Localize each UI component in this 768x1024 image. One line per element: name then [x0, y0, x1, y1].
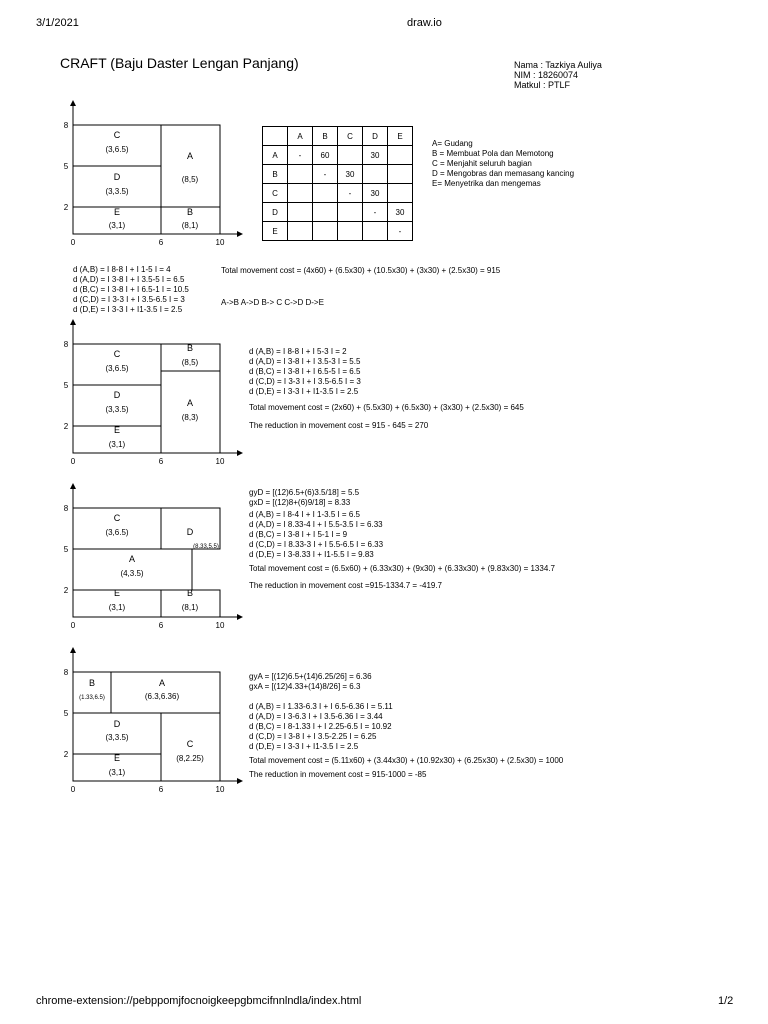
flow-matrix-header-cell: A	[288, 127, 313, 146]
legend-item: B = Membuat Pola dan Memotong	[432, 149, 554, 158]
department-label: A	[128, 554, 136, 564]
section4-centroid	[249, 672, 372, 692]
x-tick-label: 0	[70, 457, 76, 466]
y-tick-label: 5	[63, 709, 69, 718]
section3-total-cost: Total movement cost = (6.5x60) + (6.33x30) + (9x30) + (6.33x30) + (9.83x30) = 1334.7	[249, 564, 555, 573]
distance-line: d (C,D) = I 3-8 I + I 3.5-2.25 I = 6.25	[249, 732, 377, 741]
y-tick-label: 8	[63, 340, 69, 349]
distance-line: d (B,C) = I 3-8 I + I 6.5-1 I = 10.5	[73, 285, 189, 294]
department-label: C	[186, 739, 194, 749]
centroid-line: gxD = [(12)8+(6)9/18] = 8.33	[249, 498, 351, 507]
distance-line: d (B,C) = I 8-1.33 I + I 2.25-6.5 I = 10.92	[249, 722, 392, 731]
department-centroid: (3,1)	[108, 440, 126, 449]
department-centroid: (3,1)	[108, 221, 126, 230]
department-centroid: (3,6.5)	[105, 528, 129, 537]
x-tick-label: 0	[70, 621, 76, 630]
department-centroid: (3,3.5)	[105, 733, 129, 742]
section2-distances	[249, 347, 361, 397]
distance-line: d (D,E) = I 3-3 I + I1-3.5 I = 2.5	[249, 387, 359, 396]
distance-line: d (C,D) = I 3-3 I + I 3.5-6.5 I = 3	[249, 377, 361, 386]
section2-total-cost: Total movement cost = (2x60) + (5.5x30) + (6.5x30) + (3x30) + (2.5x30) = 645	[249, 403, 524, 412]
department-centroid: (4,3.5)	[120, 569, 144, 578]
distance-line: d (A,D) = I 8.33-4 I + I 5.5-3.5 I = 6.33	[249, 520, 383, 529]
x-tick-label: 6	[158, 621, 164, 630]
page-number: 1/2	[718, 995, 734, 1007]
department-label: C	[113, 130, 121, 140]
department-label: E	[113, 753, 121, 763]
department-block	[161, 371, 220, 453]
department-label: E	[113, 588, 121, 598]
flow-matrix-cell: 30	[363, 146, 388, 165]
section2-reduction: The reduction in movement cost = 915 - 645 = 270	[249, 421, 429, 430]
flow-matrix-cell: -	[338, 184, 363, 203]
x-tick-label: 0	[70, 238, 76, 247]
department-centroid: (3,6.5)	[105, 364, 129, 373]
distance-line: d (A,D) = I 3-6.3 I + I 3.5-6.36 I = 3.44	[249, 712, 383, 721]
centroid-line: gxA = [(12)4.33+(14)8/26] = 6.3	[249, 682, 361, 691]
department-label: C	[113, 349, 121, 359]
flow-matrix-row-label: E	[263, 222, 288, 241]
flow-matrix-cell: 60	[313, 146, 338, 165]
section1-total-cost: Total movement cost = (4x60) + (6.5x30) + (10.5x30) + (3x30) + (2.5x30) = 915	[221, 266, 501, 275]
x-tick-label: 10	[215, 238, 225, 247]
department-centroid: (3,1)	[108, 603, 126, 612]
distance-line: d (D,E) = I 3-3 I + I1-3.5 I = 2.5	[73, 305, 183, 314]
y-tick-label: 5	[63, 545, 69, 554]
department-label: E	[113, 425, 121, 435]
department-label: D	[113, 390, 121, 400]
flow-matrix-row-label: C	[263, 184, 288, 203]
flow-matrix-row-label: A	[263, 146, 288, 165]
department-centroid: (6.3,6.36)	[144, 692, 180, 701]
department-label: B	[88, 678, 96, 688]
x-tick-label: 10	[215, 621, 225, 630]
x-tick-label: 6	[158, 785, 164, 794]
distance-line: d (B,C) = I 3-8 I + I 5-1 I = 9	[249, 530, 348, 539]
department-label: A	[186, 398, 194, 408]
flow-matrix-header-cell: B	[313, 127, 338, 146]
department-centroid: (3,3.5)	[105, 405, 129, 414]
page-title: CRAFT (Baju Daster Lengan Panjang)	[60, 55, 299, 71]
flow-matrix-cell: -	[388, 222, 413, 241]
department-block	[161, 125, 220, 207]
y-tick-label: 5	[63, 381, 69, 390]
department-centroid: (8,1)	[181, 221, 199, 230]
legend-item: E= Menyetrika dan mengemas	[432, 179, 541, 188]
legend-item: D = Mengobras dan memasang kancing	[432, 169, 575, 178]
department-label: A	[186, 151, 194, 161]
x-tick-label: 0	[70, 785, 76, 794]
flow-matrix-cell: -	[288, 146, 313, 165]
department-centroid: (8.33,5.5)	[193, 544, 219, 550]
department-centroid: (3,6.5)	[105, 145, 129, 154]
flow-matrix-cell: 30	[338, 165, 363, 184]
y-tick-label: 2	[63, 750, 69, 759]
distance-line: d (A,D) = I 3-8 I + I 3.5-5 I = 6.5	[73, 275, 185, 284]
print-date: 3/1/2021	[36, 17, 79, 29]
distance-line: d (A,D) = I 3-8 I + I 3.5-3 I = 5.5	[249, 357, 361, 366]
distance-line: d (B,C) = I 3-8 I + I 6.5-5 I = 6.5	[249, 367, 361, 376]
print-url: chrome-extension://pebppomjfocnoigkeepgbmcifnnlndla/index.html	[36, 995, 362, 1007]
department-label: A	[158, 678, 166, 688]
y-tick-label: 2	[63, 422, 69, 431]
student-course: Matkul : PTLF	[514, 80, 571, 90]
x-tick-label: 6	[158, 238, 164, 247]
department-centroid: (8,5)	[181, 358, 199, 367]
department-label: E	[113, 207, 121, 217]
section4-total-cost: Total movement cost = (5.11x60) + (3.44x30) + (10.92x30) + (6.25x30) + (2.5x30) = 1000	[249, 756, 564, 765]
department-centroid: (3,3.5)	[105, 187, 129, 196]
distance-line: d (A,B) = I 8-8 I + I 5-3 I = 2	[249, 347, 347, 356]
section3-centroid	[249, 488, 359, 508]
x-tick-label: 6	[158, 457, 164, 466]
print-app-name: draw.io	[407, 17, 442, 29]
student-nim: NIM : 18260074	[514, 70, 579, 80]
department-label: D	[186, 527, 194, 537]
section3-reduction: The reduction in movement cost =915-1334.7 = -419.7	[249, 581, 443, 590]
department-label: B	[186, 343, 194, 353]
distance-line: d (C,D) = I 3-3 I + I 3.5-6.5 I = 3	[73, 295, 185, 304]
flow-matrix-header-cell: E	[388, 127, 413, 146]
department-label: D	[113, 719, 121, 729]
department-label: B	[186, 588, 194, 598]
centroid-line: gyD = [(12)6.5+(6)3.5/18] = 5.5	[249, 488, 360, 497]
department-label: C	[113, 513, 121, 523]
department-centroid: (8,5)	[181, 175, 199, 184]
distance-line: d (A,B) = I 8-4 I + I 1-3.5 I = 6.5	[249, 510, 360, 519]
y-tick-label: 8	[63, 504, 69, 513]
department-label: B	[186, 207, 194, 217]
flow-matrix-cell: -	[363, 203, 388, 222]
flow-matrix-cell: -	[313, 165, 338, 184]
y-tick-label: 8	[63, 121, 69, 130]
x-tick-label: 10	[215, 785, 225, 794]
flow-matrix-row-label: D	[263, 203, 288, 222]
department-centroid: (1.33,6.5)	[79, 695, 105, 701]
department-centroid: (8,3)	[181, 413, 199, 422]
section4-reduction: The reduction in movement cost = 915-1000 = -85	[249, 770, 427, 779]
distance-line: d (A,B) = I 8-8 I + I 1-5 I = 4	[73, 265, 171, 274]
section3-distances	[249, 510, 383, 560]
x-tick-label: 10	[215, 457, 225, 466]
legend-item: A= Gudang	[432, 139, 473, 148]
flow-matrix-header-cell: C	[338, 127, 363, 146]
y-tick-label: 2	[63, 203, 69, 212]
flow-matrix-header-cell: D	[363, 127, 388, 146]
y-tick-label: 8	[63, 668, 69, 677]
department-centroid: (3,1)	[108, 768, 126, 777]
distance-line: d (D,E) = I 3-8.33 I + I1-5.5 I = 9.83	[249, 550, 374, 559]
department-label: D	[113, 172, 121, 182]
distance-line: d (D,E) = I 3-3 I + I1-3.5 I = 2.5	[249, 742, 359, 751]
distance-line: d (C,D) = I 8.33-3 I + I 5.5-6.5 I = 6.33	[249, 540, 384, 549]
flow-matrix-cell: 30	[363, 184, 388, 203]
student-name: Nama : Tazkiya Auliya	[514, 60, 602, 70]
y-tick-label: 5	[63, 162, 69, 171]
distance-line: d (A,B) = I 1.33-6.3 I + I 6.5-6.36 I = 5.11	[249, 702, 393, 711]
y-tick-label: 2	[63, 586, 69, 595]
section1-sequence: A->B A->D B-> C C->D D->E	[221, 298, 324, 307]
department-centroid: (8,1)	[181, 603, 199, 612]
section4-distances	[249, 702, 393, 752]
department-centroid: (8,2.25)	[176, 754, 204, 763]
centroid-line: gyA = [(12)6.5+(14)6.25/26] = 6.36	[249, 672, 372, 681]
flow-matrix-cell: 30	[388, 203, 413, 222]
flow-matrix-row-label: B	[263, 165, 288, 184]
section1-distances	[73, 265, 189, 315]
legend-item: C = Menjahit seluruh bagian	[432, 159, 532, 168]
